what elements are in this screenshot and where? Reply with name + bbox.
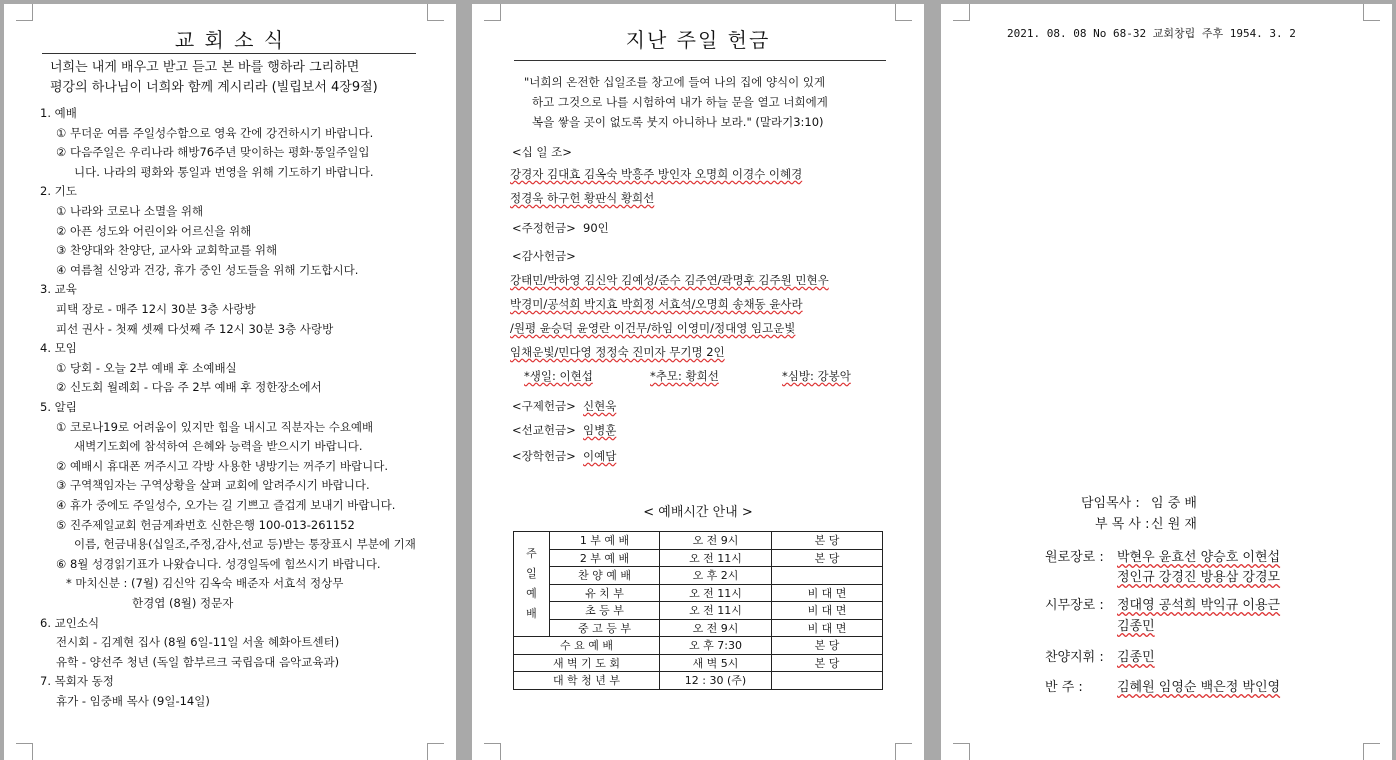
relief-label: <구제헌금> xyxy=(512,399,576,413)
service-place: 비 대 면 xyxy=(772,619,883,637)
relief-value: 신현욱 xyxy=(583,399,617,413)
title-divider xyxy=(42,53,416,54)
active-elders-label: 시무장로 : xyxy=(1045,598,1104,613)
thanks-names: 임채운빛/민다영 정정숙 진미자 무기명 2인 xyxy=(510,345,725,359)
choir-director-name: 김종민 xyxy=(1117,650,1155,665)
scripture-quote: 복을 쌓을 곳이 없도록 붓지 아니하나 보라." (말라기3:10) xyxy=(532,115,824,129)
schedule-row xyxy=(514,637,883,655)
news-item: 피택 장로 - 매주 12시 30분 3층 사랑방 xyxy=(56,302,256,316)
emeritus-names: 박현우 윤효선 양승호 이현섭 xyxy=(1117,550,1281,565)
service-time: 새 벽 5시 xyxy=(660,654,772,672)
schedule-row xyxy=(514,532,883,550)
schedule-title: < 예배시간 안내 > xyxy=(643,505,753,520)
thanks-names: 강태민/박하영 김신악 김예성/준수 김주연/곽명후 김주원 민현우 xyxy=(510,273,829,287)
service-place: 본 당 xyxy=(772,654,883,672)
crop-mark xyxy=(895,743,912,760)
sunday-worship-label xyxy=(514,532,550,637)
news-item: 한경엽 (8월) 정문자 xyxy=(132,596,234,610)
weekly-label: <주정헌금> xyxy=(512,221,576,235)
section-heading: 4. 모임 xyxy=(40,341,77,356)
news-item: 유학 - 양선주 청년 (독일 함부르크 국립음대 음악교육과) xyxy=(56,654,340,669)
service-name: 초 등 부 xyxy=(550,602,660,620)
schedule-row xyxy=(514,567,883,585)
schedule-row xyxy=(514,549,883,567)
crop-mark xyxy=(427,743,444,760)
service-time: 오 전 9시 xyxy=(660,619,772,637)
weekly-value: 90인 xyxy=(583,221,609,235)
mission-value: 임병훈 xyxy=(583,423,617,437)
crop-mark xyxy=(1363,743,1380,760)
accompanist-names: 김혜원 임영순 백은정 박인영 xyxy=(1117,680,1281,695)
service-time: 오 전 11시 xyxy=(660,584,772,602)
schedule-row xyxy=(514,672,883,690)
scholar-value: 이예담 xyxy=(583,449,617,463)
news-item: ④ 휴가 중에도 주일성수, 오가는 길 기쁘고 즐겁게 보내기 바랍니다. xyxy=(56,498,396,512)
schedule-row xyxy=(514,602,883,620)
schedule-row xyxy=(514,584,883,602)
crop-mark xyxy=(1363,4,1380,21)
bulletin-header: 2021. 08. 08 No 68-32 교회창립 주후 1954. 3. 2 xyxy=(1007,27,1296,40)
sunday-worship-char: 예 xyxy=(526,587,537,600)
tithe-label: <십 일 조> xyxy=(512,145,572,159)
service-time: 오 전 11시 xyxy=(660,549,772,567)
birthday-note: *생일: 이현섭 xyxy=(524,369,593,383)
sunday-worship-char: 일 xyxy=(526,567,537,580)
active-elders-names: 김종민 xyxy=(1117,619,1155,634)
news-item: ③ 찬양대와 찬양단, 교사와 교회학교를 위해 xyxy=(56,243,278,258)
news-item: ① 나라와 코로나 소멸을 위해 xyxy=(56,204,204,218)
section-heading: 7. 목회자 동정 xyxy=(40,674,114,689)
section-heading: 5. 알림 xyxy=(40,400,77,414)
worship-schedule-table xyxy=(513,531,883,690)
service-place: 본 당 xyxy=(772,637,883,655)
news-item: ① 코로나19로 어려움이 있지만 힘을 내시고 직분자는 수요예배 xyxy=(56,419,374,434)
service-time: 오 후 7:30 xyxy=(660,637,772,655)
news-item: 이름, 헌금내용(십일조,주정,감사,선교 등)받는 통장표시 부분에 기재 xyxy=(74,537,416,552)
crop-mark xyxy=(427,4,444,21)
crop-mark xyxy=(16,743,33,760)
crop-mark xyxy=(484,743,501,760)
senior-pastor-name: 임 중 배 xyxy=(1151,496,1197,511)
title-divider xyxy=(514,60,886,61)
news-item: ③ 구역책임자는 구역상황을 살펴 교회에 알려주시기 바랍니다. xyxy=(56,478,370,493)
service-name: 유 치 부 xyxy=(550,584,660,602)
thanks-label: <감사헌금> xyxy=(512,249,576,263)
emeritus-label: 원로장로 : xyxy=(1045,550,1104,565)
crop-mark xyxy=(484,4,501,21)
service-place xyxy=(772,567,883,585)
crop-mark xyxy=(16,4,33,21)
news-item: 새벽기도회에 참석하여 은혜와 능력을 받으시기 바랍니다. xyxy=(74,439,363,454)
scholar-label: <장학헌금> xyxy=(512,449,576,463)
mission-label: <선교헌금> xyxy=(512,423,576,437)
schedule-row xyxy=(514,654,883,672)
news-item: ② 신도회 월례회 - 다음 주 2부 예배 후 정한장소에서 xyxy=(56,380,322,395)
scripture-quote: 하고 그것으로 나를 시험하여 내가 하늘 문을 열고 너희에게 xyxy=(532,95,828,109)
service-name: 수 요 예 배 xyxy=(514,637,660,655)
memorial-note: *추모: 황희선 xyxy=(650,369,719,383)
news-item: ① 무더운 여름 주일성수함으로 영육 간에 강건하시기 바랍니다. xyxy=(56,125,374,140)
news-item: ② 다음주일은 우리나라 해방76주년 맞이하는 평화·통일주일입 xyxy=(56,145,370,160)
thanks-names: 박경미/공석희 박지효 박희정 서효석/오명희 송채동 윤사라 xyxy=(510,297,803,311)
sunday-worship-char: 배 xyxy=(526,607,537,620)
service-time: 12 : 30 (주) xyxy=(660,672,772,690)
news-item: 휴가 - 임중배 목사 (9일-14일) xyxy=(56,694,210,708)
service-name: 대 학 청 년 부 xyxy=(514,672,660,690)
accompanist-label: 반 주 : xyxy=(1045,680,1083,695)
tithe-names: 강경자 김대효 김옥숙 박흥주 방인자 오명희 이경수 이혜경 xyxy=(510,167,803,181)
assoc-pastor-name: 신 원 재 xyxy=(1151,517,1197,532)
page-staff xyxy=(941,4,1392,760)
news-item: 니다. 나라의 평화와 통일과 번영을 위해 기도하기 바랍니다. xyxy=(74,164,374,179)
news-item: 피선 권사 - 첫째 셋째 다섯째 주 12시 30분 3층 사랑방 xyxy=(56,321,334,336)
verse-line: 평강의 하나님이 너희와 함께 계시리라 (빌립보서 4장9절) xyxy=(50,80,378,95)
crop-mark xyxy=(953,743,970,760)
crop-mark xyxy=(895,4,912,21)
service-place: 비 대 면 xyxy=(772,602,883,620)
section-heading: 1. 예배 xyxy=(40,106,77,120)
news-item: ① 당회 - 오늘 2부 예배 후 소예배실 xyxy=(56,360,237,375)
service-place: 본 당 xyxy=(772,549,883,567)
service-time: 오 전 9시 xyxy=(660,532,772,550)
scripture-quote: "너희의 온전한 십일조를 창고에 들여 나의 집에 양식이 있게 xyxy=(524,75,826,89)
news-item: ④ 여름철 신앙과 건강, 휴가 중인 성도들을 위해 기도합시다. xyxy=(56,262,359,277)
active-elders-names: 정대영 공석희 박익규 이용근 xyxy=(1117,598,1281,613)
senior-pastor-label: 담임목사 : xyxy=(1081,496,1140,511)
crop-mark xyxy=(953,4,970,21)
page-title: 교 회 소 식 xyxy=(174,28,286,52)
service-time: 오 전 11시 xyxy=(660,602,772,620)
news-item: ② 아픈 성도와 어린이와 어르신을 위해 xyxy=(56,223,252,238)
page-church-news xyxy=(4,4,456,760)
service-name: 2 부 예 배 xyxy=(550,549,660,567)
news-item: ② 예배시 휴대폰 꺼주시고 각방 사용한 냉방기는 꺼주기 바랍니다. xyxy=(56,458,389,473)
choir-director-label: 찬양지휘 : xyxy=(1045,650,1104,665)
service-time: 오 후 2시 xyxy=(660,567,772,585)
tithe-names: 정경욱 하구헌 황판식 황희선 xyxy=(510,191,655,205)
news-item: * 마치신분 : (7월) 김신악 김옥숙 배준자 서효석 정상무 xyxy=(66,576,344,591)
news-item: ⑥ 8월 성경읽기표가 나왔습니다. 성경일독에 힘쓰시기 바랍니다. xyxy=(56,556,381,571)
service-place xyxy=(772,672,883,690)
service-name: 새 벽 기 도 회 xyxy=(514,654,660,672)
sunday-worship-char: 주 xyxy=(526,547,537,560)
service-place: 본 당 xyxy=(772,532,883,550)
section-heading: 2. 기도 xyxy=(40,184,77,199)
service-name: 1 부 예 배 xyxy=(550,532,660,550)
service-name: 찬 양 예 배 xyxy=(550,567,660,585)
assoc-pastor-label: 부 목 사 : xyxy=(1095,517,1150,532)
page-offering xyxy=(472,4,924,760)
service-name: 중 고 등 부 xyxy=(550,619,660,637)
service-place: 비 대 면 xyxy=(772,584,883,602)
news-item: ⑤ 진주제일교회 헌금계좌번호 신한은행 100-013-261152 xyxy=(56,517,355,532)
schedule-row xyxy=(514,619,883,637)
emeritus-names: 정인규 강경진 방용삼 강경모 xyxy=(1117,570,1281,585)
page-title: 지난 주일 헌금 xyxy=(625,28,771,52)
news-item: 전시회 - 김계현 집사 (8월 6일-11일 서울 혜화아트센터) xyxy=(56,635,340,650)
visit-note: *심방: 강봉악 xyxy=(782,369,851,383)
section-heading: 3. 교육 xyxy=(40,282,77,297)
section-heading: 6. 교인소식 xyxy=(40,615,100,630)
thanks-names: /원평 윤승덕 윤영란 이건무/하임 이영미/정대영 임고운빛 xyxy=(510,321,796,335)
verse-line: 너희는 내게 배우고 받고 듣고 본 바를 행하라 그리하면 xyxy=(50,60,360,75)
